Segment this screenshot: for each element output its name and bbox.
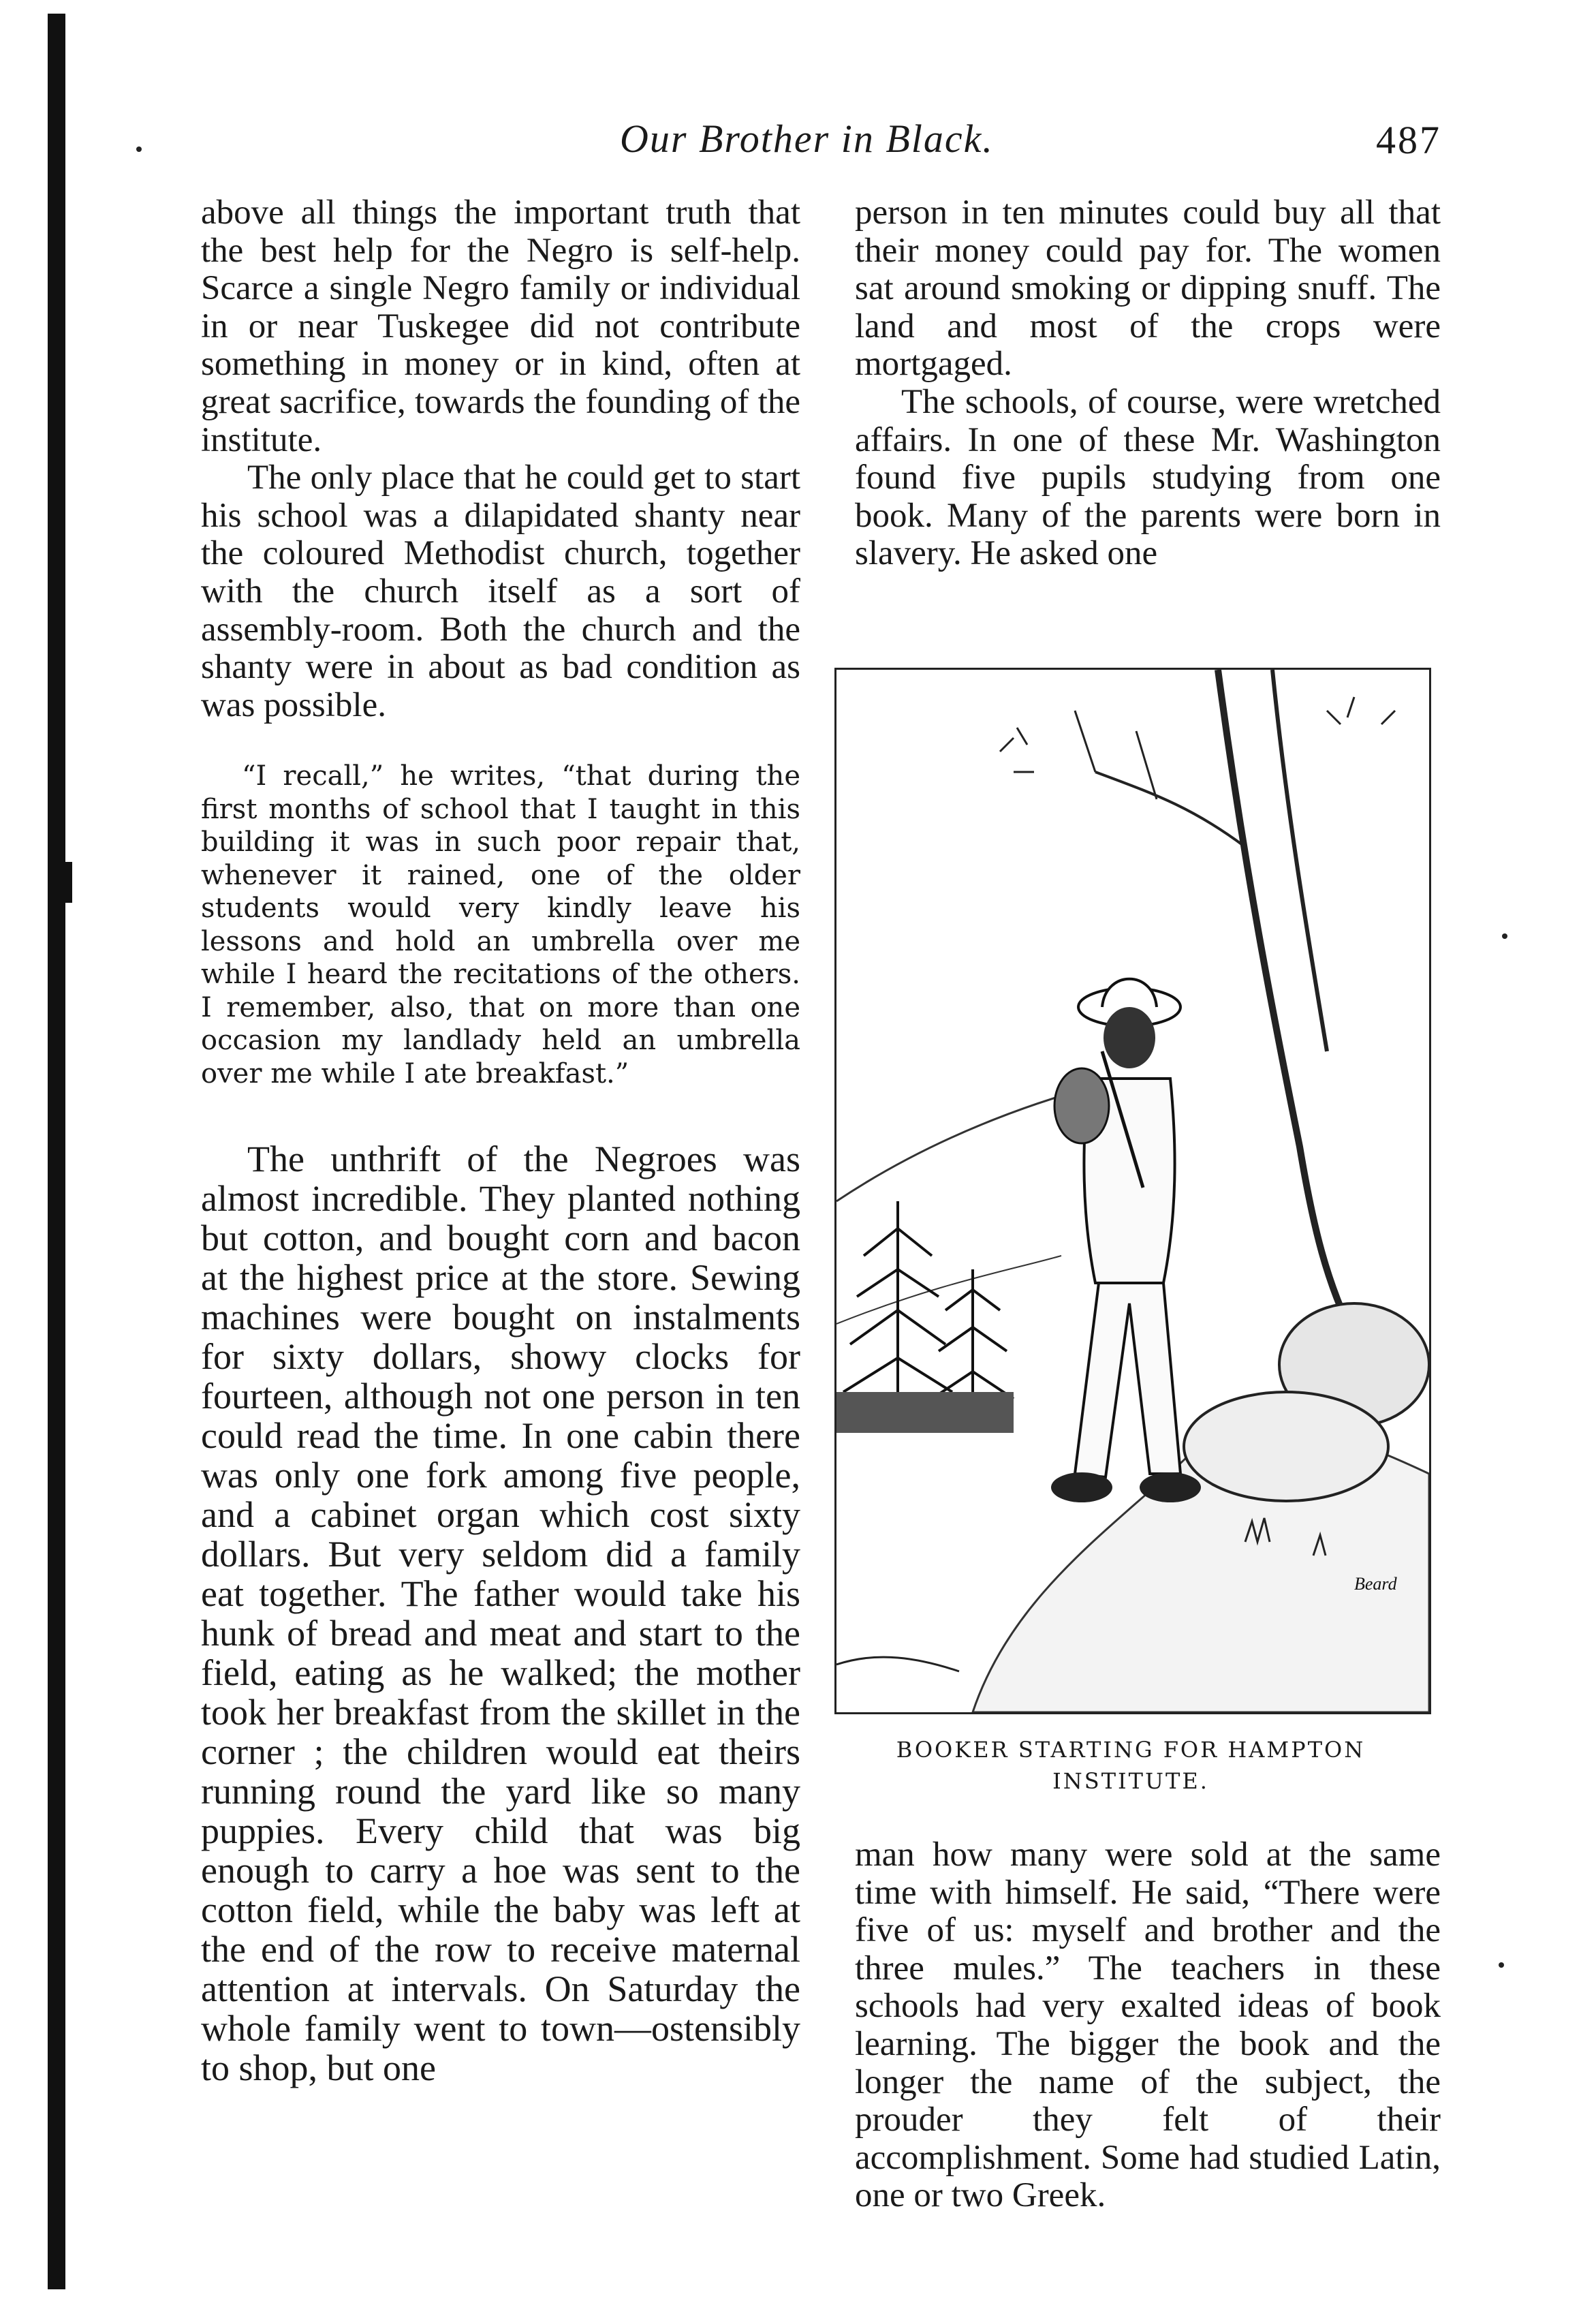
binding-notch (63, 862, 72, 903)
paragraph: man how many were sold at the same time with himself. He said, “There were five of us: myself and brother and the three mules.” The teachers in these schools had very exalted ideas of book learning. The bigger the book and the longer the name of the subject, the prouder they felt of their accomplishment. Some had studied Latin, one or two Greek. (855, 1836, 1441, 2215)
illustration (834, 668, 1431, 1714)
caption-line: INSTITUTE. (1052, 1768, 1209, 1794)
figure-caption (834, 1734, 1427, 1797)
right-column-bottom (855, 1836, 1441, 2215)
block-quote: “I recall,” he writes, “that during the first months of school that I taught in this building it was in such poor repair that, whenever it rained, one of the older students would very kindly leave his lessons and hold an umbrella over me while I heard the recitations of the others. I remember, also, that on more than one occasion my landlady held an umbrella over me while I ate breakfast.” (201, 760, 800, 1089)
right-column-top (855, 194, 1441, 573)
caption-line: BOOKER STARTING FOR HAMPTON (896, 1737, 1366, 1763)
paragraph: The unthrift of the Negroes was almost incredible. They planted nothing but cotton, and bought corn and bacon at the highest price at the store. Sewing machines were bought on instalments for sixty dollars, showy clocks for fourteen, although not one person in ten could read the time. In one cabin there was only one fork among five people, and a cabinet organ which cost sixty dollars. But very seldom did a family eat together. The father would take his hunk of bread and meat and start to the field, eating as he walked; the mother took her breakfast from the skillet in the corner ; the children would eat theirs running round the yard like so many puppies. Every child that was big enough to carry a hoe was sent to the cotton field, while the baby was left at the end of the row to receive maternal attention at intervals. On Saturday the whole family went to town—ostensibly to shop, but one (201, 1139, 800, 2089)
left-column (201, 194, 800, 2088)
paragraph: above all things the important truth that the best help for the Negro is self-help. Scarce a single Negro family or individual in or near Tuskegee did not contribute something in money or in kind, often at great sacrifice, towards the founding of the institute. (201, 194, 800, 459)
illustration-drawing (836, 670, 1429, 1712)
print-speck (1499, 1962, 1504, 1968)
page-number: 487 (1376, 118, 1441, 162)
running-title: Our Brother in Black. (620, 117, 994, 161)
artist-signature: Beard (1354, 1574, 1397, 1594)
print-speck (136, 146, 142, 152)
paragraph: The schools, of course, were wretched affairs. In one of these Mr. Washington found five pupils studying from one book. Many of the parents were born in slavery. He asked one (855, 382, 1441, 573)
paragraph: The only place that he could get to start his school was a dilapidated shanty near the coloured Methodist church, together with the church itself as a sort of assembly-room. Both the church and the shanty were in about as bad condition as was possible. (201, 459, 800, 724)
print-speck (1502, 933, 1507, 939)
binding-edge (48, 14, 65, 2289)
paragraph: person in ten minutes could buy all that their money could pay for. The women sat around smoking or dipping snuff. The land and most of the crops were mortgaged. (855, 194, 1441, 384)
